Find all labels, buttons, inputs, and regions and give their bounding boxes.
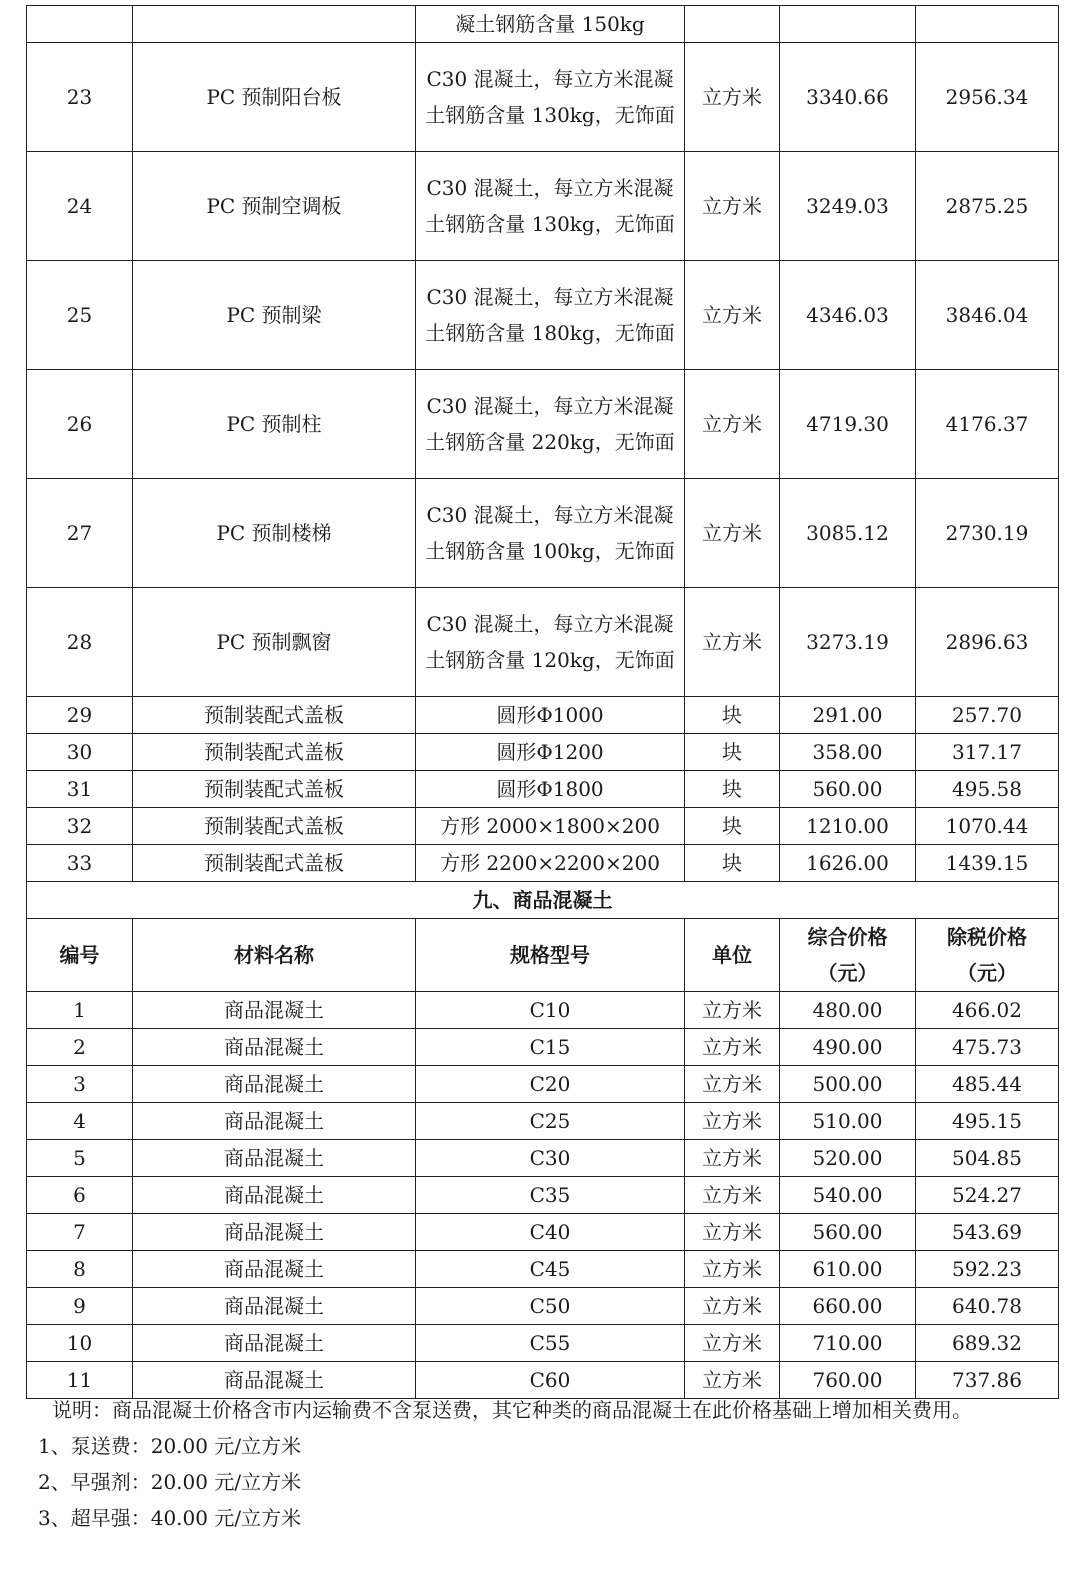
cell-spec: C30 混凝土，每立方米混凝土钢筋含量 220kg，无饰面 (416, 370, 685, 479)
cell-net: 524.27 (916, 1177, 1059, 1214)
cell-name: 商品混凝土 (133, 992, 416, 1029)
header-net-l1: 除税价格 (947, 925, 1027, 949)
cell-net: 689.32 (916, 1325, 1059, 1362)
cell-spec: C30 混凝土，每立方米混凝土钢筋含量 130kg，无饰面 (416, 152, 685, 261)
cell-no: 8 (27, 1251, 133, 1288)
cell-net: 257.70 (916, 697, 1059, 734)
cell-no: 25 (27, 261, 133, 370)
cell-spec: 方形 2200×2200×200 (416, 845, 685, 882)
cell-no: 7 (27, 1214, 133, 1251)
table-row (27, 152, 1059, 261)
cell-no: 6 (27, 1177, 133, 1214)
cell-net: 737.86 (916, 1362, 1059, 1399)
notes-item: 1、泵送费：20.00 元/立方米 (38, 1434, 302, 1458)
cell-no: 11 (27, 1362, 133, 1399)
header-price-l1: 综合价格 (807, 925, 888, 949)
cell-unit: 立方米 (685, 1362, 780, 1399)
continued-row (27, 6, 1059, 43)
cell-net: 2875.25 (916, 152, 1059, 261)
cell-price: 540.00 (780, 1177, 916, 1214)
cell-name: PC 预制柱 (133, 370, 416, 479)
cell-unit (685, 6, 780, 43)
cell-spec: C30 (416, 1140, 685, 1177)
cell-unit: 立方米 (685, 1214, 780, 1251)
cell-spec: C40 (416, 1214, 685, 1251)
table-row (27, 1214, 1059, 1251)
cell-name (133, 6, 416, 43)
cell-spec: 圆形Φ1200 (416, 734, 685, 771)
header-spec: 规格型号 (416, 919, 685, 992)
cell-spec: C35 (416, 1177, 685, 1214)
cell-price: 1626.00 (780, 845, 916, 882)
cell-no: 29 (27, 697, 133, 734)
cell-name: 商品混凝土 (133, 1029, 416, 1066)
table-row (27, 1103, 1059, 1140)
cell-price: 291.00 (780, 697, 916, 734)
cell-price: 520.00 (780, 1140, 916, 1177)
cell-name: 商品混凝土 (133, 1214, 416, 1251)
cell-no: 1 (27, 992, 133, 1029)
cell-unit: 块 (685, 734, 780, 771)
cell-unit: 立方米 (685, 1103, 780, 1140)
cell-no: 33 (27, 845, 133, 882)
cell-price: 610.00 (780, 1251, 916, 1288)
cell-price: 4346.03 (780, 261, 916, 370)
cell-net (916, 6, 1059, 43)
cell-name: 预制装配式盖板 (133, 734, 416, 771)
cell-unit: 立方米 (685, 992, 780, 1029)
table-row (27, 261, 1059, 370)
cell-name: PC 预制飘窗 (133, 588, 416, 697)
cell-no: 5 (27, 1140, 133, 1177)
cell-net: 495.15 (916, 1103, 1059, 1140)
cell-spec: C10 (416, 992, 685, 1029)
cell-net: 592.23 (916, 1251, 1059, 1288)
cell-name: 商品混凝土 (133, 1251, 416, 1288)
cell-no: 3 (27, 1066, 133, 1103)
cell-unit: 立方米 (685, 370, 780, 479)
cell-unit: 立方米 (685, 1288, 780, 1325)
cell-net: 1439.15 (916, 845, 1059, 882)
cell-no: 9 (27, 1288, 133, 1325)
cell-price: 760.00 (780, 1362, 916, 1399)
cell-name: 商品混凝土 (133, 1066, 416, 1103)
cell-price: 560.00 (780, 1214, 916, 1251)
cell-spec: C30 混凝土，每立方米混凝土钢筋含量 120kg，无饰面 (416, 588, 685, 697)
notes-description: 说明：商品混凝土价格含市内运输费不含泵送费，其它种类的商品混凝土在此价格基础上增加相关费用。 (52, 1398, 972, 1422)
header-price-l2: （元） (817, 961, 878, 985)
table-row (27, 370, 1059, 479)
cell-no: 26 (27, 370, 133, 479)
header-name: 材料名称 (133, 919, 416, 992)
cell-spec: C30 混凝土，每立方米混凝土钢筋含量 130kg，无饰面 (416, 43, 685, 152)
cell-price: 560.00 (780, 771, 916, 808)
cell-no: 4 (27, 1103, 133, 1140)
cell-unit: 块 (685, 771, 780, 808)
cell-spec: 圆形Φ1000 (416, 697, 685, 734)
cell-spec: C25 (416, 1103, 685, 1140)
cell-name: 商品混凝土 (133, 1362, 416, 1399)
cell-unit: 立方米 (685, 1029, 780, 1066)
cell-no: 2 (27, 1029, 133, 1066)
cell-price: 3249.03 (780, 152, 916, 261)
cell-spec: C50 (416, 1288, 685, 1325)
notes (38, 1392, 1048, 1536)
cell-no: 10 (27, 1325, 133, 1362)
cell-spec: 圆形Φ1800 (416, 771, 685, 808)
cell-spec: C55 (416, 1325, 685, 1362)
cell-no: 32 (27, 808, 133, 845)
cell-net: 2956.34 (916, 43, 1059, 152)
table-row (27, 1325, 1059, 1362)
cell-name: 商品混凝土 (133, 1177, 416, 1214)
cell-unit: 块 (685, 697, 780, 734)
cell-name: PC 预制梁 (133, 261, 416, 370)
cell-spec: C20 (416, 1066, 685, 1103)
cell-unit: 立方米 (685, 1251, 780, 1288)
header-net (916, 919, 1059, 992)
cell-price (780, 6, 916, 43)
cell-net: 1070.44 (916, 808, 1059, 845)
section-title: 九、商品混凝土 (27, 882, 1059, 919)
cell-net: 495.58 (916, 771, 1059, 808)
table-row (27, 697, 1059, 734)
cell-name: PC 预制楼梯 (133, 479, 416, 588)
cell-price: 3273.19 (780, 588, 916, 697)
cell-unit: 块 (685, 808, 780, 845)
cell-name: 商品混凝土 (133, 1325, 416, 1362)
cell-price: 4719.30 (780, 370, 916, 479)
cell-name: 商品混凝土 (133, 1140, 416, 1177)
cell-unit: 立方米 (685, 1066, 780, 1103)
cell-spec: C15 (416, 1029, 685, 1066)
table-row (27, 1251, 1059, 1288)
section-title-row (27, 882, 1059, 919)
cell-net: 640.78 (916, 1288, 1059, 1325)
cell-net: 504.85 (916, 1140, 1059, 1177)
table-row (27, 845, 1059, 882)
cell-net: 543.69 (916, 1214, 1059, 1251)
cell-name: 预制装配式盖板 (133, 771, 416, 808)
cell-price: 1210.00 (780, 808, 916, 845)
cell-unit: 立方米 (685, 261, 780, 370)
cell-unit: 立方米 (685, 588, 780, 697)
cell-net: 466.02 (916, 992, 1059, 1029)
table-row (27, 588, 1059, 697)
cell-spec: C45 (416, 1251, 685, 1288)
cell-spec: C30 混凝土，每立方米混凝土钢筋含量 180kg，无饰面 (416, 261, 685, 370)
cell-net: 4176.37 (916, 370, 1059, 479)
price-table (26, 5, 1059, 1399)
cell-no: 24 (27, 152, 133, 261)
header-no: 编号 (27, 919, 133, 992)
cell-spec: 方形 2000×1800×200 (416, 808, 685, 845)
cell-net: 317.17 (916, 734, 1059, 771)
cell-no: 30 (27, 734, 133, 771)
cell-name: 商品混凝土 (133, 1103, 416, 1140)
cell-no (27, 6, 133, 43)
cell-name: 预制装配式盖板 (133, 697, 416, 734)
table-row (27, 1029, 1059, 1066)
notes-item: 3、超早强：40.00 元/立方米 (38, 1506, 302, 1530)
cell-price: 480.00 (780, 992, 916, 1029)
cell-unit: 立方米 (685, 1177, 780, 1214)
table-row (27, 734, 1059, 771)
cell-unit: 立方米 (685, 1325, 780, 1362)
cell-net: 2896.63 (916, 588, 1059, 697)
cell-price: 358.00 (780, 734, 916, 771)
header-unit: 单位 (685, 919, 780, 992)
cell-unit: 块 (685, 845, 780, 882)
cell-price: 660.00 (780, 1288, 916, 1325)
cell-no: 23 (27, 43, 133, 152)
table-row (27, 1066, 1059, 1103)
table-row (27, 43, 1059, 152)
table-row (27, 1140, 1059, 1177)
cell-unit: 立方米 (685, 1140, 780, 1177)
cell-name: PC 预制空调板 (133, 152, 416, 261)
cell-net: 475.73 (916, 1029, 1059, 1066)
cell-net: 2730.19 (916, 479, 1059, 588)
cell-spec: C30 混凝土，每立方米混凝土钢筋含量 100kg，无饰面 (416, 479, 685, 588)
table-row (27, 771, 1059, 808)
cell-no: 28 (27, 588, 133, 697)
cell-no: 31 (27, 771, 133, 808)
cell-name: 预制装配式盖板 (133, 845, 416, 882)
table-row (27, 479, 1059, 588)
cell-price: 510.00 (780, 1103, 916, 1140)
table-row (27, 1288, 1059, 1325)
cell-spec: C60 (416, 1362, 685, 1399)
notes-item: 2、早强剂：20.00 元/立方米 (38, 1470, 302, 1494)
cell-name: 商品混凝土 (133, 1288, 416, 1325)
cell-price: 710.00 (780, 1325, 916, 1362)
cell-net: 485.44 (916, 1066, 1059, 1103)
cell-name: PC 预制阳台板 (133, 43, 416, 152)
cell-spec: 凝土钢筋含量 150kg (416, 6, 685, 43)
header-price (780, 919, 916, 992)
cell-price: 500.00 (780, 1066, 916, 1103)
cell-price: 490.00 (780, 1029, 916, 1066)
cell-unit: 立方米 (685, 152, 780, 261)
cell-no: 27 (27, 479, 133, 588)
cell-name: 预制装配式盖板 (133, 808, 416, 845)
header-net-l2: （元） (957, 961, 1017, 985)
cell-price: 3085.12 (780, 479, 916, 588)
table-row (27, 1177, 1059, 1214)
table-row (27, 808, 1059, 845)
table-row (27, 992, 1059, 1029)
cell-unit: 立方米 (685, 43, 780, 152)
header-row (27, 919, 1059, 992)
cell-unit: 立方米 (685, 479, 780, 588)
cell-net: 3846.04 (916, 261, 1059, 370)
cell-price: 3340.66 (780, 43, 916, 152)
